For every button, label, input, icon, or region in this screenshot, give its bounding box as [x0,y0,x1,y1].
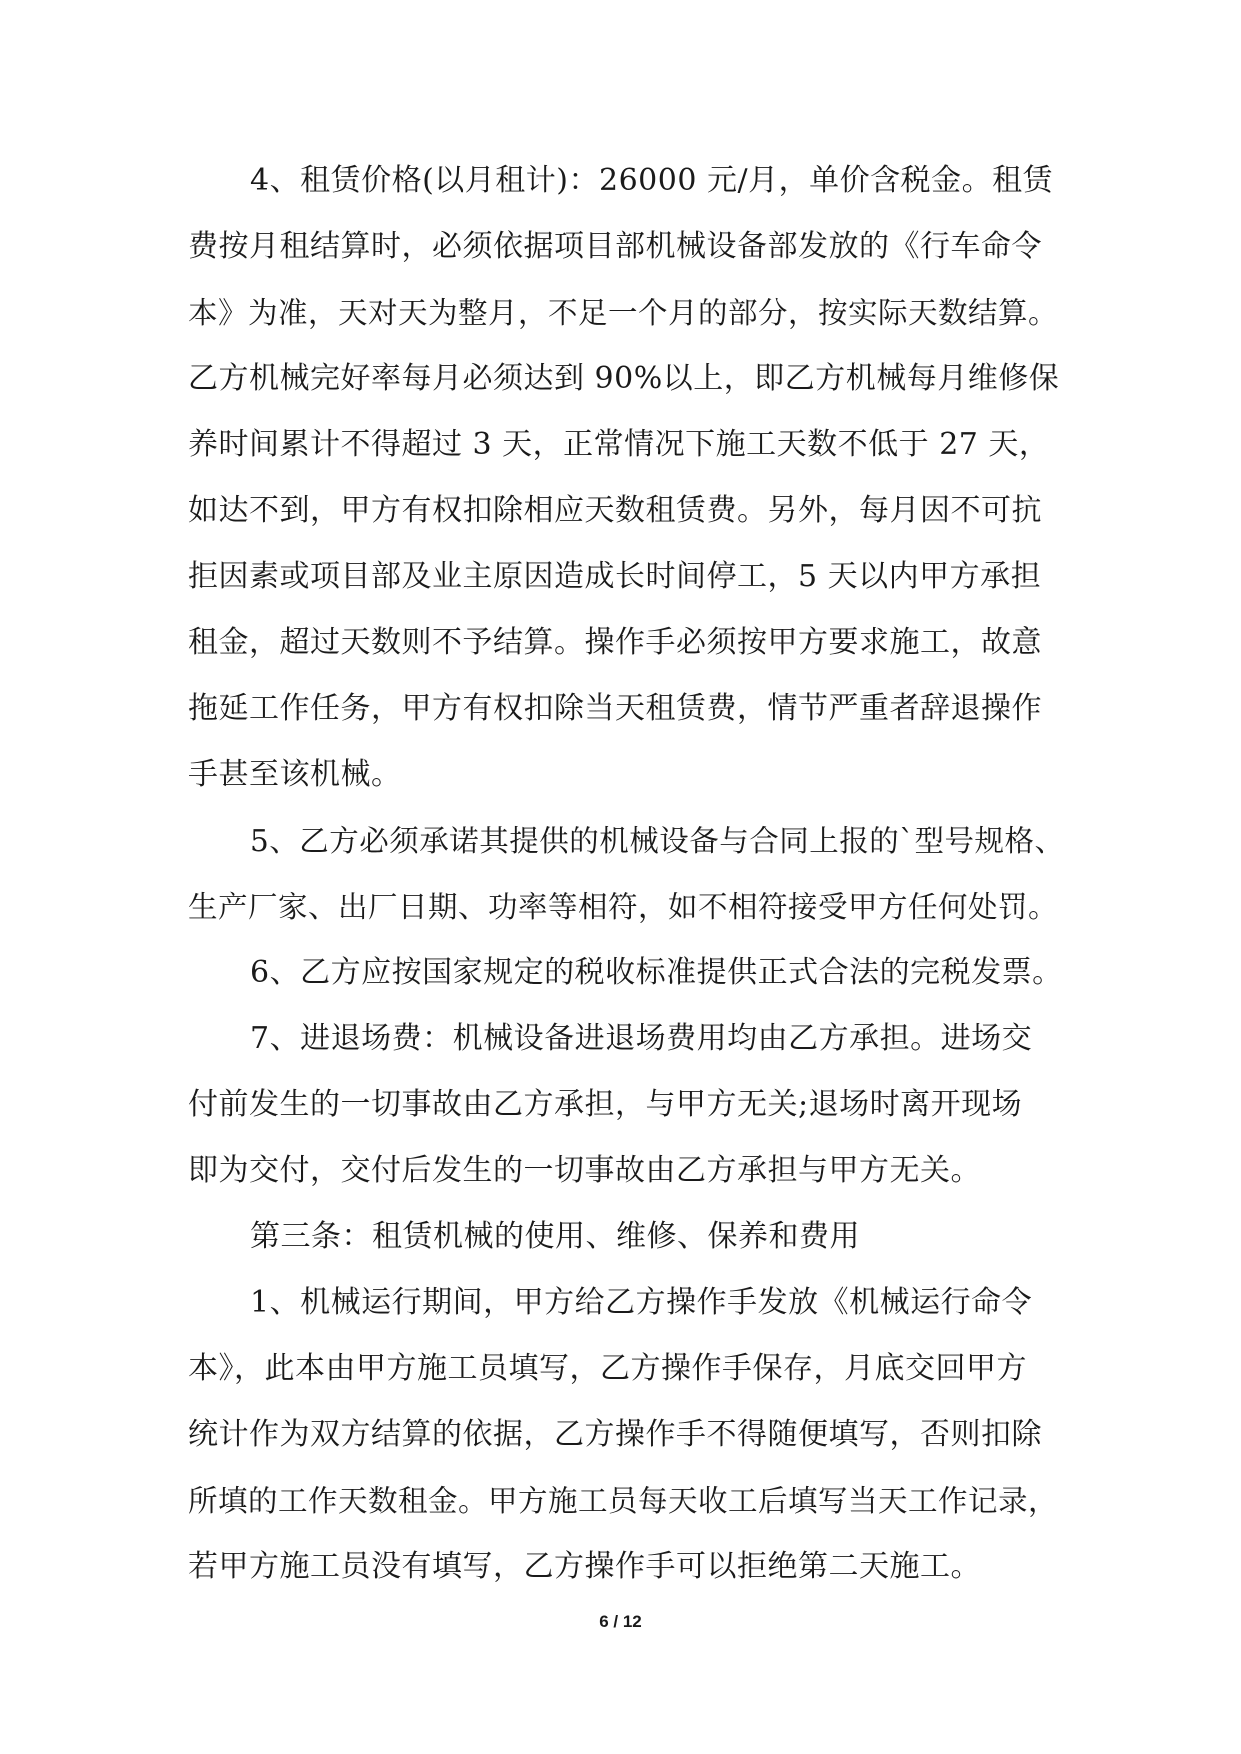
text-line: 拒因素或项目部及业主原因造成长时间停工，5 天以内甲方承担 [188,559,1042,594]
text-line: 养时间累计不得超过 3 天，正常情况下施工天数不低于 27 天， [188,427,1050,462]
document-body [188,148,1068,1600]
text-line: 拖延工作任务，甲方有权扣除当天租赁费，情节严重者辞退操作 [188,691,1042,726]
text-line: 若甲方施工员没有填写，乙方操作手可以拒绝第二天施工。 [188,1549,981,1584]
text-line: 7、进退场费：机械设备进退场费用均由乙方承担。进场交 [250,1021,1033,1056]
text-line: 租金，超过天数则不予结算。操作手必须按甲方要求施工，故意 [188,625,1042,660]
text-line: 如达不到，甲方有权扣除相应天数租赁费。另外，每月因不可抗 [188,493,1042,528]
text-line: 本》，此本由甲方施工员填写，乙方操作手保存，月底交回甲方 [188,1351,1027,1386]
text-line: 所填的工作天数租金。甲方施工员每天收工后填写当天工作记录， [188,1484,1059,1518]
text-line: 付前发生的一切事故由乙方承担，与甲方无关;退场时离开现场 [188,1087,1023,1122]
text-line: 乙方机械完好率每月必须达到 90%以上，即乙方机械每月维修保 [188,361,1060,396]
text-line: 4、租赁价格(以月租计)：26000 元/月，单价含税金。租赁 [250,163,1054,198]
text-line: 生产厂家、出厂日期、功率等相符，如不相符接受甲方任何处罚。 [188,890,1059,924]
text-line: 手甚至该机械。 [188,757,402,792]
text-line: 统计作为双方结算的依据，乙方操作手不得随便填写，否则扣除 [188,1417,1042,1452]
text-line: 6、乙方应按国家规定的税收标准提供正式合法的完税发票。 [250,955,1063,990]
page-number: 6 / 12 [599,1612,642,1631]
text-line: 1、机械运行期间，甲方给乙方操作手发放《机械运行命令 [250,1285,1033,1320]
text-line: 5、乙方必须承诺其提供的机械设备与合同上报的`型号规格、 [250,824,1065,858]
text-line: 第三条：租赁机械的使用、维修、保养和费用 [250,1219,860,1254]
text-line: 本》为准，天对天为整月，不足一个月的部分，按实际天数结算。 [188,296,1059,330]
text-line: 即为交付，交付后发生的一切事故由乙方承担与甲方无关。 [188,1153,981,1188]
text-line: 费按月租结算时，必须依据项目部机械设备部发放的《行车命令 [188,229,1042,264]
